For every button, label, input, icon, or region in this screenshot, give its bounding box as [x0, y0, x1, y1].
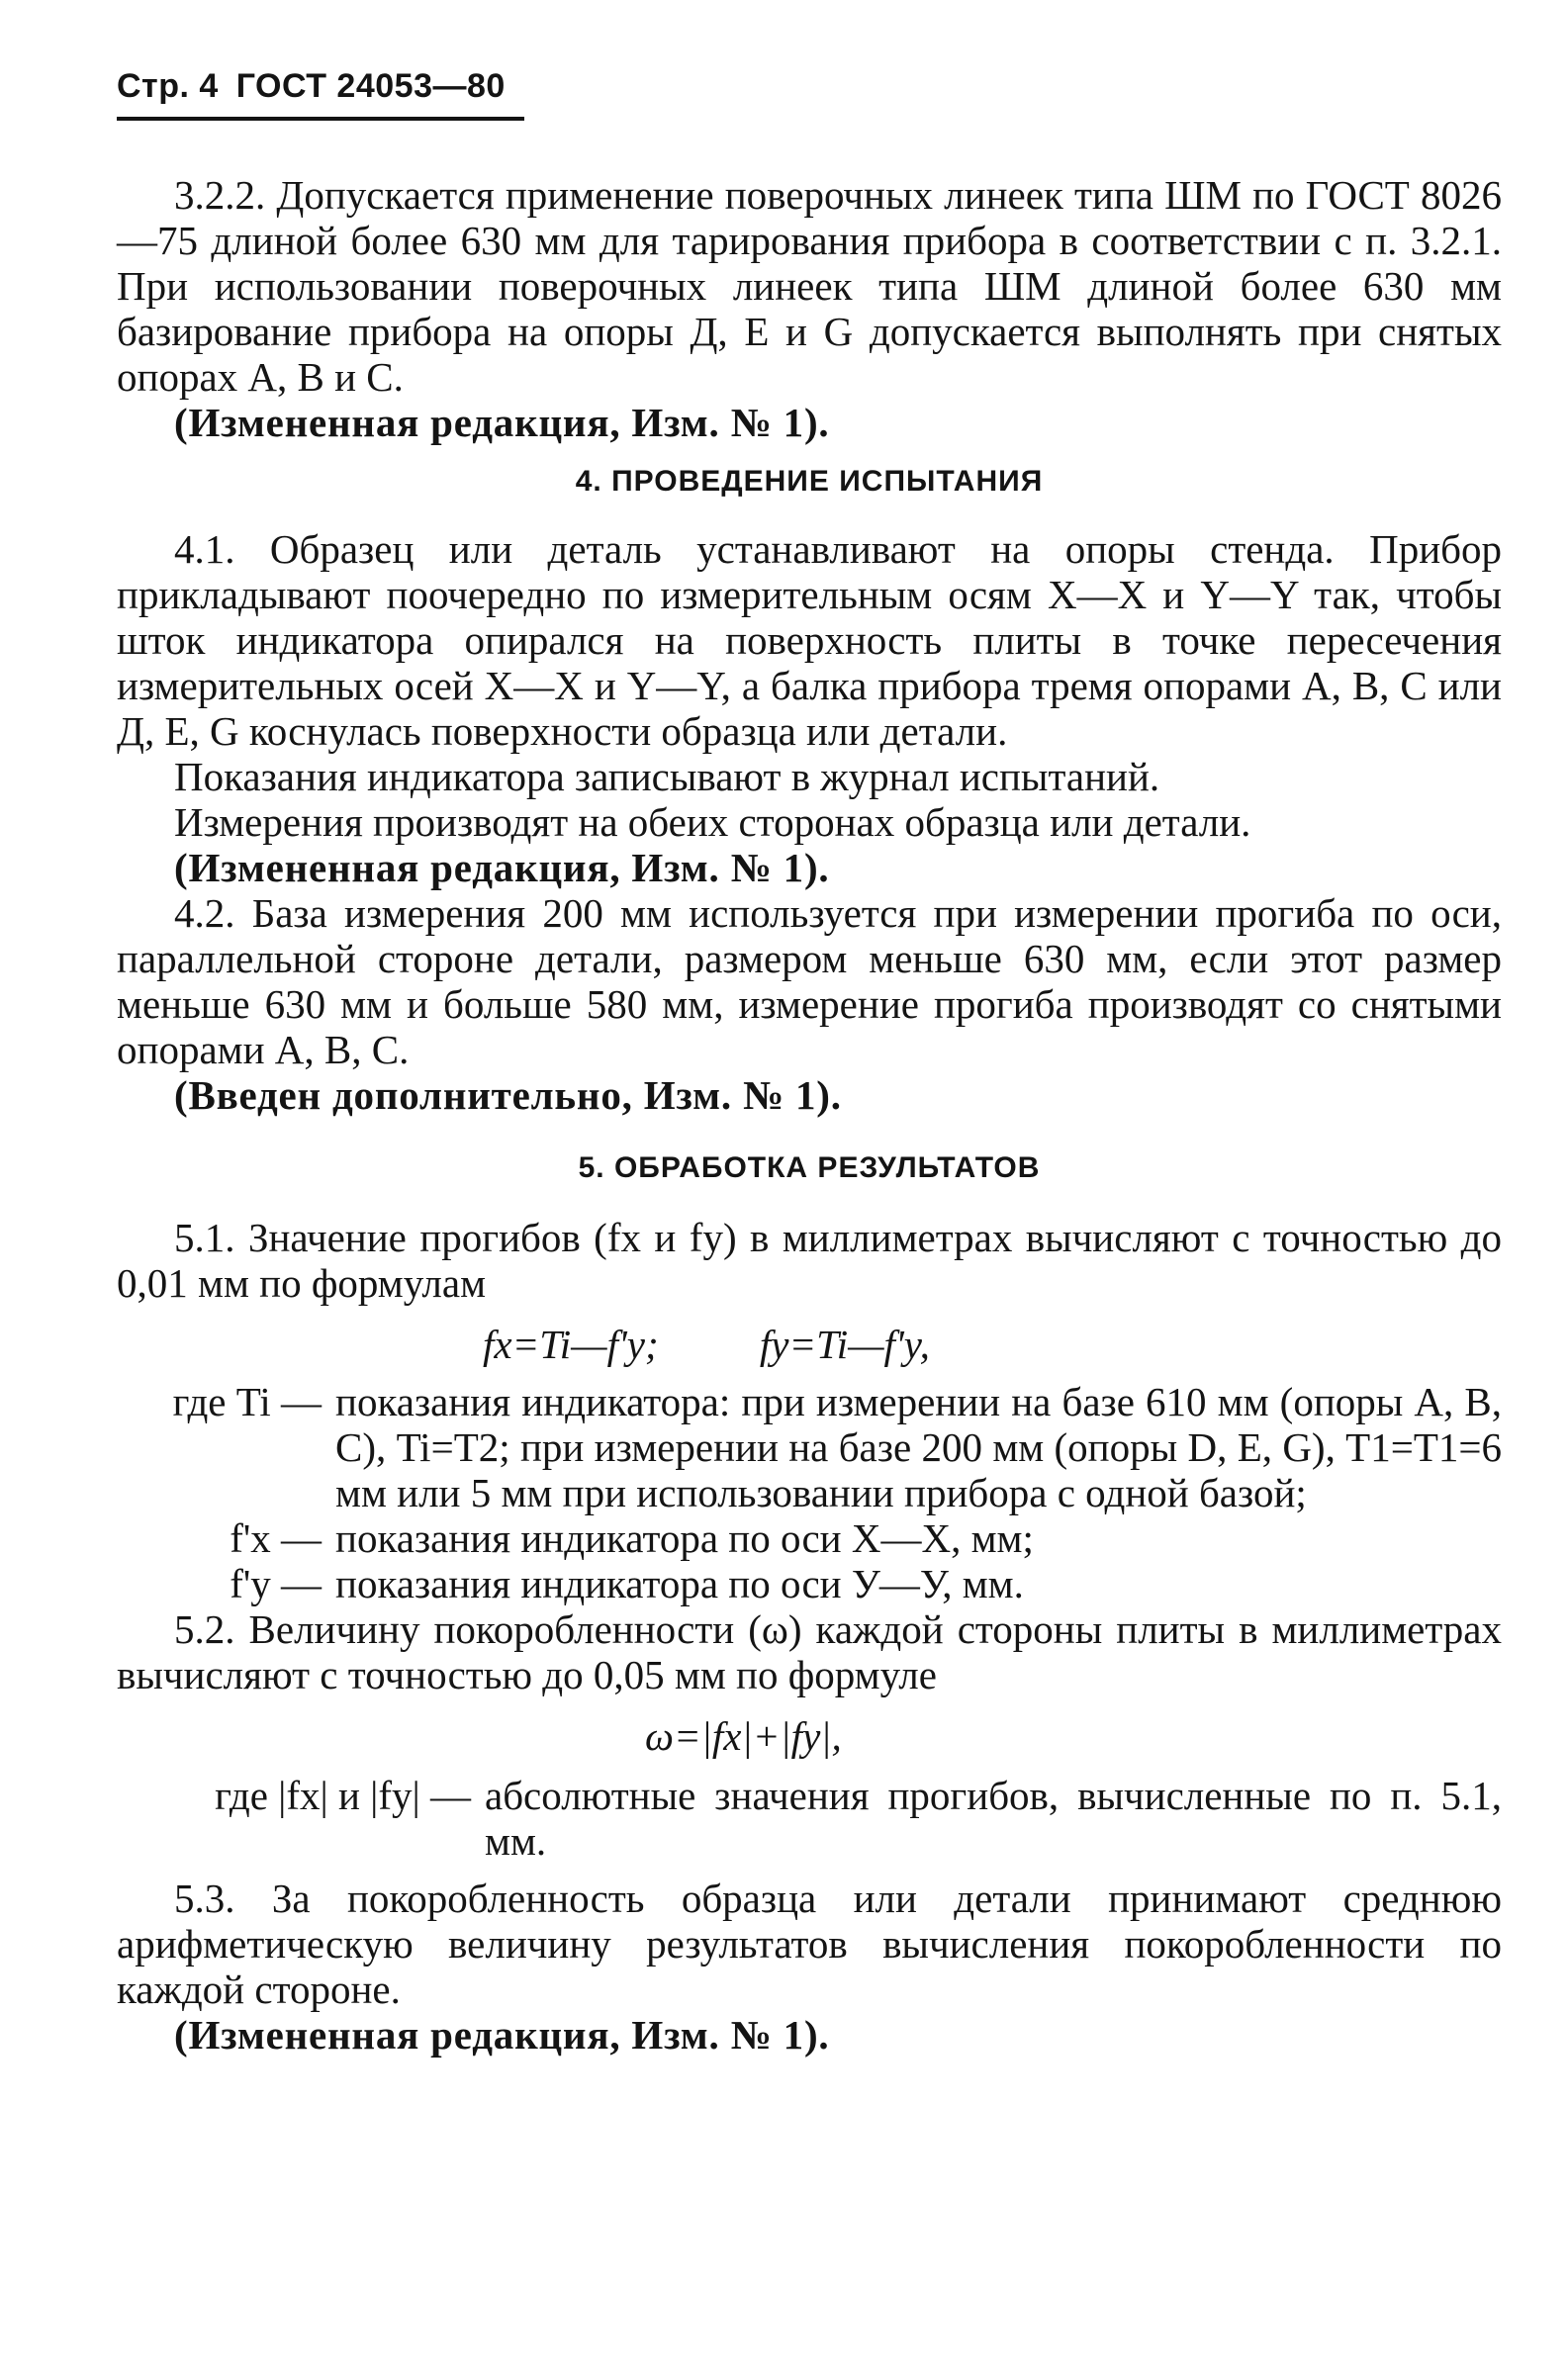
definition-text: показания индикатора по оси У—У, мм.	[335, 1561, 1024, 1606]
paragraph-3-2-2: 3.2.2. Допускается применение поверочных линеек типа ШМ по ГОСТ 8026—75 длиной более 630 мм для тарирования прибора в соответствии с п. 3.2.1. При использовании поверочных линеек типа ШМ длиной более 630 мм базирование прибора на опоры Д, Е и G допускается выполнять при снятых опорах А, В и С.	[117, 172, 1502, 400]
definition-item	[117, 1379, 1502, 1515]
definition-item	[117, 1773, 1502, 1864]
paragraph-4-2: 4.2. База измерения 200 мм используется при измерении прогиба по оси, параллельной стороне детали, размером меньше 630 мм, если этот размер меньше 630 мм и больше 580 мм, измерение прогиба производят со снятыми опорами А, В, С.	[117, 890, 1502, 1072]
definition-term: где Ti —	[172, 1379, 322, 1424]
paragraph-5-3: 5.3. За покоробленность образца или детали принимают среднюю арифметическую величину результатов вычисления покоробленности по каждой стороне.	[117, 1876, 1502, 2012]
formula-fx: fx=Ti—f'y;	[483, 1322, 659, 1367]
paragraph-4-1-sides: Измерения производят на обеих сторонах образца или детали.	[174, 799, 1251, 845]
formula-deflection	[117, 1322, 1502, 1367]
definition-text: абсолютные значения прогибов, вычисленные по п. 5.1, мм.	[485, 1773, 1502, 1864]
definition-term: f'y —	[230, 1561, 322, 1606]
section-heading-4: 4. ПРОВЕДЕНИЕ ИСПЫТАНИЯ	[575, 465, 1044, 498]
standard-number: ГОСТ 24053—80	[235, 67, 506, 105]
definition-item	[117, 1561, 1502, 1606]
paragraph-5-1: 5.1. Значение прогибов (fx и fy) в миллиметрах вычисляют с точностью до 0,01 мм по формулам	[117, 1215, 1502, 1306]
formula-fy: fy=Ti—f'y,	[759, 1322, 930, 1367]
page-number: Стр. 4	[117, 67, 219, 105]
definition-term: f'x —	[230, 1515, 322, 1561]
definition-item	[117, 1515, 1502, 1561]
page-header	[117, 67, 506, 106]
definition-term: где |fx| и |fy| —	[215, 1773, 471, 1818]
formula-omega: ω=|fx|+|fy|,	[645, 1713, 842, 1759]
paragraph-4-1-records: Показания индикатора записывают в журнал испытаний.	[174, 754, 1160, 799]
section-heading-5: 5. ОБРАБОТКА РЕЗУЛЬТАТОВ	[578, 1151, 1041, 1184]
formula-warpage	[117, 1713, 1502, 1759]
definition-text: показания индикатора: при измерении на базе 610 мм (опоры А, В, С), Ti=T2; при измерении на базе 200 мм (опоры D, E, G), T1=T1=6 мм или 5 мм при использовании прибора с одной базой;	[335, 1379, 1502, 1515]
definitions-5-2	[117, 1773, 1502, 1864]
amendment-note: (Введен дополнительно, Изм. № 1).	[174, 1072, 842, 1118]
header-rule	[117, 117, 524, 121]
document-body	[117, 172, 1502, 2058]
amendment-note: (Измененная редакция, Изм. № 1).	[174, 845, 830, 890]
amendment-note: (Измененная редакция, Изм. № 1).	[174, 2012, 830, 2058]
definitions-5-1	[117, 1379, 1502, 1606]
paragraph-5-2: 5.2. Величину покоробленности (ω) каждой стороны плиты в миллиметрах вычисляют с точностью до 0,05 мм по формуле	[117, 1606, 1502, 1697]
definition-text: показания индикатора по оси X—X, мм;	[335, 1515, 1034, 1561]
amendment-note: (Измененная редакция, Изм. № 1).	[174, 400, 830, 445]
paragraph-4-1: 4.1. Образец или деталь устанавливают на опоры стенда. Прибор прикладывают поочередно по измерительным осям X—X и Y—Y так, чтобы шток индикатора опирался на поверхность плиты в точке пересечения измерительных осей X—X и Y—Y, а балка прибора тремя опорами А, В, С или Д, Е, G коснулась поверхности образца или детали.	[117, 526, 1502, 754]
